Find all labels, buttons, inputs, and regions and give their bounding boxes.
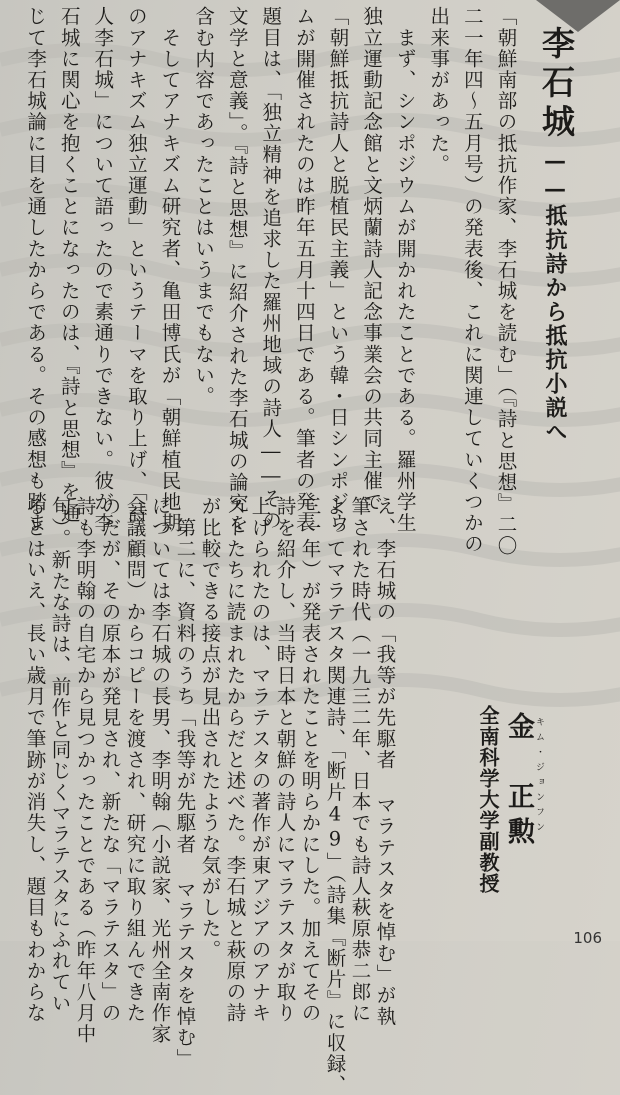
text-column: 文学と意義」。『詩と思想』に紹介された李石城の論究を bbox=[225, 6, 249, 536]
text-column: が比較できる接点が見出されたような気がした。 bbox=[198, 496, 222, 961]
text-column: のだが、その原本が発見され、新たな「マラテスタ」の bbox=[98, 496, 122, 1024]
text-column: 二一年四〜五月号）の発表後、これに関連していくつかの bbox=[460, 6, 484, 555]
author-affiliation: 全南科学大学副教授 bbox=[476, 705, 500, 894]
text-column: 筆された時代（一九三二年、日本でも詩人萩原恭二郎に bbox=[348, 496, 372, 1024]
text-column: については李石城の長男、李明翰（小説家、光州全南作家 bbox=[148, 496, 172, 1045]
text-column: 三一年）が発表されたことを明らかにした。加えてその bbox=[298, 496, 322, 1024]
text-column: ストたちに読まれたからだと述べた。李石城と萩原の詩 bbox=[223, 496, 247, 1024]
text-column: 人李石城」について語ったので素通りできない。彼が李 bbox=[91, 6, 115, 534]
text-column: 詩も李明翰の自宅から見つかったことである（昨年八月中 bbox=[73, 496, 97, 1045]
text-column: ムが開催されたのは昨年五月十四日である。筆者の発表 bbox=[292, 6, 316, 534]
author-name: 金 正勲 bbox=[503, 712, 534, 852]
text-column: 第二に、資料のうち「我等が先駆者 マラテスタを悼む」 bbox=[173, 496, 197, 1070]
text-column: 「朝鮮抵抗詩人と脱植民主義」という韓・日シンポジウ bbox=[326, 6, 350, 534]
page-number: 106 bbox=[573, 929, 602, 947]
text-column: 石城に関心を抱くことになったのは、『詩と思想』を通 bbox=[57, 6, 81, 524]
text-column: 詩を紹介し、当時日本と朝鮮の詩人にマラテスタが取り bbox=[273, 496, 297, 1024]
author-name-ruby: キム・ジョンフン bbox=[534, 717, 544, 837]
text-column: 含む内容であったことはいうまでもない。 bbox=[192, 6, 216, 407]
text-column: 独立運動記念館と文炳蘭詩人記念事業会の共同主催で bbox=[360, 6, 384, 513]
text-column: のアナキズム独立運動」というテーマを取り上げ、「詩 bbox=[124, 6, 148, 524]
text-column: 上げられたのは、マラテスタの著作が東アジアのアナキ bbox=[248, 496, 272, 1024]
text-column: 「朝鮮南部の抵抗作家、李石城を読む」（『詩と思想』二〇 bbox=[494, 6, 518, 557]
text-column: そしてアナキズム研究者、亀田博氏が「朝鮮植民地期 bbox=[158, 6, 182, 534]
text-column: 旬）。新たな詩は、前作と同じくマラテスタにふれてい bbox=[48, 496, 72, 1014]
text-column: よってマラテスタ関連詩、「断片49」（詩集『断片』に収録、 bbox=[323, 496, 347, 1095]
text-column: え、李石城の「我等が先駆者 マラテスタを悼む」が執 bbox=[373, 496, 397, 1027]
text-column: るとはいえ、長い歳月で筆跡が消失し、題目もわからな bbox=[23, 496, 47, 1024]
article-title: 李石城 bbox=[537, 26, 576, 143]
text-column: 題目は、「独立精神を追求した羅州地域の詩人――その bbox=[259, 6, 283, 531]
article-subtitle: ——抵抗詩から抵抗小説へ bbox=[542, 148, 568, 444]
text-column: じて李石城論に目を通したからである。その感想も踏ま bbox=[24, 6, 48, 534]
text-column: まず、シンポジウムが開かれたことである。羅州学生 bbox=[393, 6, 417, 534]
text-column: 会議顧問）からコピーを渡され、研究に取り組んできた bbox=[123, 496, 147, 1024]
text-column: 出来事があった。 bbox=[427, 6, 451, 175]
